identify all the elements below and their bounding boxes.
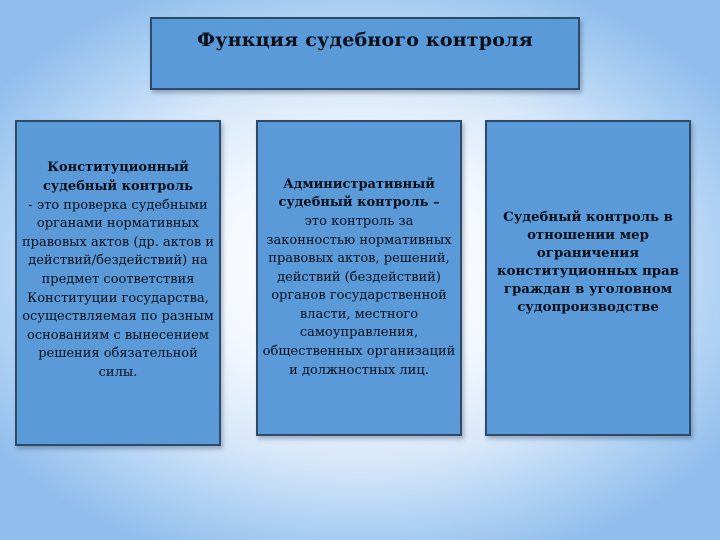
constitutional-control-definition: - это проверка судебными органами нормативных правовых актов (др. актов и действий/бездействий) на предмет соответствия Конституции государства, осуществляемая по разным основаниям с вынесением решения обязательной силы. <box>21 197 215 380</box>
criminal-procedure-control-text: Судебный контроль в отношении мер ограничения конституционных прав граждан в уголовном судопроизводстве <box>497 210 679 315</box>
constitutional-control-heading: Конституционный судебный контроль <box>43 160 193 195</box>
administrative-control-heading: Административный судебный контроль – <box>278 176 440 211</box>
administrative-control-definition: это контроль за законностью нормативных правовых актов, решений, действий (бездействий) органов государственной власти, местного самоуправления, общественных организаций и должностных лиц. <box>262 213 456 378</box>
constitutional-control-text <box>21 159 215 382</box>
administrative-control-box <box>256 120 462 436</box>
constitutional-control-box <box>15 120 221 446</box>
criminal-procedure-control-box <box>485 120 691 436</box>
diagram-title: Функция судебного контроля <box>197 29 533 51</box>
administrative-control-text <box>262 176 456 381</box>
title-box <box>150 17 580 90</box>
